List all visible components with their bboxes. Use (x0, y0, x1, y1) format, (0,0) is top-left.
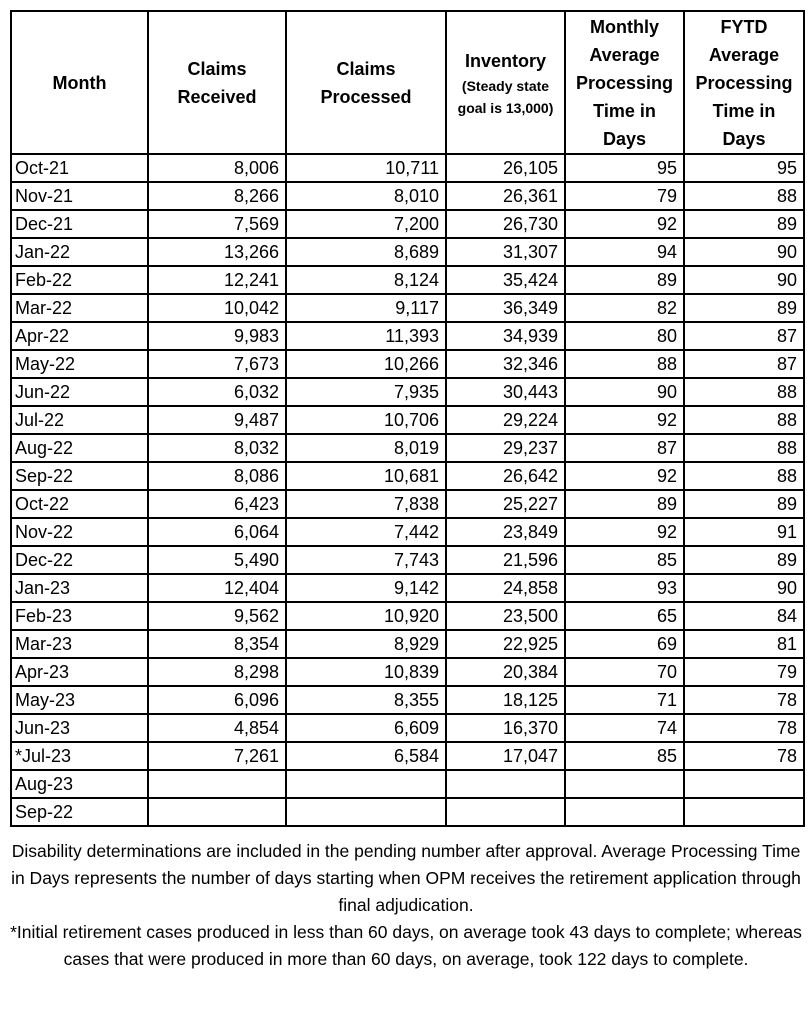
table-row (11, 350, 804, 378)
cell-fytd: 90 (684, 574, 804, 602)
cell-processed: 7,442 (286, 518, 446, 546)
cell-inventory: 29,237 (446, 434, 565, 462)
cell-received (148, 770, 286, 798)
cell-inventory: 26,730 (446, 210, 565, 238)
table-row (11, 742, 804, 770)
cell-processed: 9,117 (286, 294, 446, 322)
cell-inventory: 30,443 (446, 378, 565, 406)
cell-inventory: 32,346 (446, 350, 565, 378)
header-row (11, 11, 804, 154)
cell-fytd: 81 (684, 630, 804, 658)
cell-monthly: 92 (565, 462, 684, 490)
table-row (11, 546, 804, 574)
cell-month: Jun-23 (11, 714, 148, 742)
cell-monthly: 71 (565, 686, 684, 714)
cell-inventory: 36,349 (446, 294, 565, 322)
cell-received: 8,006 (148, 154, 286, 182)
cell-fytd: 87 (684, 322, 804, 350)
cell-month: Apr-23 (11, 658, 148, 686)
cell-processed: 10,266 (286, 350, 446, 378)
cell-fytd: 89 (684, 546, 804, 574)
cell-fytd: 88 (684, 182, 804, 210)
table-row (11, 154, 804, 182)
cell-monthly: 79 (565, 182, 684, 210)
cell-monthly: 85 (565, 742, 684, 770)
footnote-initial-cases: *Initial retirement cases produced in less than 60 days, on average took 43 days to complete; whereas cases that were produced in more than 60 days, on average, took 122 days to complete. (10, 922, 802, 969)
cell-processed: 7,200 (286, 210, 446, 238)
table-row (11, 518, 804, 546)
table-row (11, 462, 804, 490)
table-body (11, 154, 804, 826)
header-claims-processed-label: Claims Processed (320, 58, 412, 107)
cell-inventory (446, 798, 565, 826)
cell-month: Dec-22 (11, 546, 148, 574)
cell-processed: 11,393 (286, 322, 446, 350)
cell-monthly: 80 (565, 322, 684, 350)
cell-fytd: 87 (684, 350, 804, 378)
cell-monthly: 90 (565, 378, 684, 406)
header-inventory-note: (Steady state goal is 13,000) (457, 77, 554, 116)
table-row (11, 686, 804, 714)
cell-monthly (565, 770, 684, 798)
table-row (11, 294, 804, 322)
cell-processed: 7,935 (286, 378, 446, 406)
footnotes (8, 838, 804, 973)
cell-received: 6,096 (148, 686, 286, 714)
cell-month: Aug-22 (11, 434, 148, 462)
table-row (11, 406, 804, 434)
cell-month: Jul-22 (11, 406, 148, 434)
cell-inventory: 26,361 (446, 182, 565, 210)
header-monthly-average (565, 11, 684, 154)
cell-month: Sep-22 (11, 462, 148, 490)
cell-month: Nov-21 (11, 182, 148, 210)
cell-processed: 8,010 (286, 182, 446, 210)
cell-processed: 8,355 (286, 686, 446, 714)
cell-fytd: 89 (684, 210, 804, 238)
cell-monthly: 89 (565, 266, 684, 294)
cell-fytd: 78 (684, 686, 804, 714)
table-row (11, 238, 804, 266)
cell-received: 6,064 (148, 518, 286, 546)
cell-fytd (684, 798, 804, 826)
cell-month: Aug-23 (11, 770, 148, 798)
cell-month: Feb-23 (11, 602, 148, 630)
cell-fytd: 88 (684, 434, 804, 462)
cell-processed: 10,706 (286, 406, 446, 434)
cell-received: 5,490 (148, 546, 286, 574)
claims-table (10, 10, 805, 827)
cell-fytd: 90 (684, 238, 804, 266)
cell-received: 8,354 (148, 630, 286, 658)
cell-fytd: 78 (684, 714, 804, 742)
table-row (11, 490, 804, 518)
cell-inventory: 26,105 (446, 154, 565, 182)
cell-processed: 7,838 (286, 490, 446, 518)
header-monthly-average-label: Monthly Average Processing Time in Days (575, 16, 674, 149)
cell-month: Dec-21 (11, 210, 148, 238)
cell-monthly: 94 (565, 238, 684, 266)
cell-month: Nov-22 (11, 518, 148, 546)
table-row (11, 182, 804, 210)
cell-fytd: 89 (684, 294, 804, 322)
table-row (11, 210, 804, 238)
cell-received: 7,261 (148, 742, 286, 770)
cell-month: May-22 (11, 350, 148, 378)
cell-received: 7,569 (148, 210, 286, 238)
cell-fytd: 88 (684, 406, 804, 434)
header-claims-processed (286, 11, 446, 154)
cell-month: Jun-22 (11, 378, 148, 406)
header-fytd-average-label: FYTD Average Processing Time in Days (695, 16, 793, 149)
cell-received: 6,423 (148, 490, 286, 518)
cell-inventory: 20,384 (446, 658, 565, 686)
cell-processed: 6,584 (286, 742, 446, 770)
cell-processed: 8,019 (286, 434, 446, 462)
cell-processed: 9,142 (286, 574, 446, 602)
cell-month: *Jul-23 (11, 742, 148, 770)
table-row (11, 630, 804, 658)
cell-fytd (684, 770, 804, 798)
table-row (11, 434, 804, 462)
cell-received: 6,032 (148, 378, 286, 406)
cell-inventory: 26,642 (446, 462, 565, 490)
cell-received: 13,266 (148, 238, 286, 266)
cell-monthly: 93 (565, 574, 684, 602)
cell-inventory: 29,224 (446, 406, 565, 434)
cell-monthly: 82 (565, 294, 684, 322)
cell-monthly: 89 (565, 490, 684, 518)
cell-month: Sep-22 (11, 798, 148, 826)
cell-received: 7,673 (148, 350, 286, 378)
cell-monthly: 74 (565, 714, 684, 742)
cell-monthly: 87 (565, 434, 684, 462)
cell-received: 12,241 (148, 266, 286, 294)
cell-processed: 10,681 (286, 462, 446, 490)
cell-processed: 7,743 (286, 546, 446, 574)
table-header (11, 11, 804, 154)
cell-inventory: 31,307 (446, 238, 565, 266)
cell-received: 8,266 (148, 182, 286, 210)
cell-monthly: 70 (565, 658, 684, 686)
header-inventory (446, 11, 565, 154)
cell-monthly: 65 (565, 602, 684, 630)
cell-month: Feb-22 (11, 266, 148, 294)
table-row (11, 322, 804, 350)
cell-inventory: 34,939 (446, 322, 565, 350)
cell-fytd: 84 (684, 602, 804, 630)
cell-month: Mar-22 (11, 294, 148, 322)
cell-inventory: 16,370 (446, 714, 565, 742)
table-row (11, 798, 804, 826)
cell-monthly: 69 (565, 630, 684, 658)
cell-inventory: 17,047 (446, 742, 565, 770)
cell-monthly: 92 (565, 406, 684, 434)
cell-received: 8,032 (148, 434, 286, 462)
cell-fytd: 78 (684, 742, 804, 770)
cell-month: Jan-22 (11, 238, 148, 266)
table-row (11, 378, 804, 406)
cell-month: Apr-22 (11, 322, 148, 350)
cell-inventory: 23,500 (446, 602, 565, 630)
cell-month: Oct-22 (11, 490, 148, 518)
cell-inventory: 21,596 (446, 546, 565, 574)
table-row (11, 714, 804, 742)
cell-received: 10,042 (148, 294, 286, 322)
cell-inventory: 23,849 (446, 518, 565, 546)
cell-received: 9,983 (148, 322, 286, 350)
cell-monthly: 85 (565, 546, 684, 574)
cell-received: 9,562 (148, 602, 286, 630)
cell-fytd: 91 (684, 518, 804, 546)
cell-received: 12,404 (148, 574, 286, 602)
cell-processed: 10,839 (286, 658, 446, 686)
cell-inventory: 25,227 (446, 490, 565, 518)
cell-fytd: 90 (684, 266, 804, 294)
cell-received: 4,854 (148, 714, 286, 742)
table-row (11, 658, 804, 686)
cell-fytd: 88 (684, 462, 804, 490)
header-month: Month (11, 11, 148, 154)
cell-inventory: 35,424 (446, 266, 565, 294)
cell-fytd: 88 (684, 378, 804, 406)
cell-monthly: 92 (565, 518, 684, 546)
cell-processed: 10,711 (286, 154, 446, 182)
table-row (11, 770, 804, 798)
cell-fytd: 95 (684, 154, 804, 182)
cell-monthly: 95 (565, 154, 684, 182)
cell-month: May-23 (11, 686, 148, 714)
header-claims-received (148, 11, 286, 154)
cell-monthly: 88 (565, 350, 684, 378)
cell-received (148, 798, 286, 826)
cell-monthly (565, 798, 684, 826)
cell-received: 8,086 (148, 462, 286, 490)
cell-processed: 10,920 (286, 602, 446, 630)
cell-fytd: 79 (684, 658, 804, 686)
cell-received: 9,487 (148, 406, 286, 434)
cell-processed (286, 770, 446, 798)
cell-processed (286, 798, 446, 826)
table-row (11, 266, 804, 294)
header-claims-received-label: Claims Received (177, 58, 257, 107)
cell-fytd: 89 (684, 490, 804, 518)
cell-processed: 8,929 (286, 630, 446, 658)
cell-processed: 8,124 (286, 266, 446, 294)
cell-month: Mar-23 (11, 630, 148, 658)
cell-monthly: 92 (565, 210, 684, 238)
cell-processed: 6,609 (286, 714, 446, 742)
cell-inventory: 24,858 (446, 574, 565, 602)
cell-inventory (446, 770, 565, 798)
cell-month: Jan-23 (11, 574, 148, 602)
footnote-processing-time: Disability determinations are included in the pending number after approval. Average Processing Time in Days represents the number of days starting when OPM receives the retirement application through final adjudication. (11, 841, 801, 915)
header-inventory-label: Inventory (464, 50, 547, 71)
cell-month: Oct-21 (11, 154, 148, 182)
header-fytd-average (684, 11, 804, 154)
cell-processed: 8,689 (286, 238, 446, 266)
cell-inventory: 18,125 (446, 686, 565, 714)
cell-received: 8,298 (148, 658, 286, 686)
table-row (11, 574, 804, 602)
table-row (11, 602, 804, 630)
cell-inventory: 22,925 (446, 630, 565, 658)
